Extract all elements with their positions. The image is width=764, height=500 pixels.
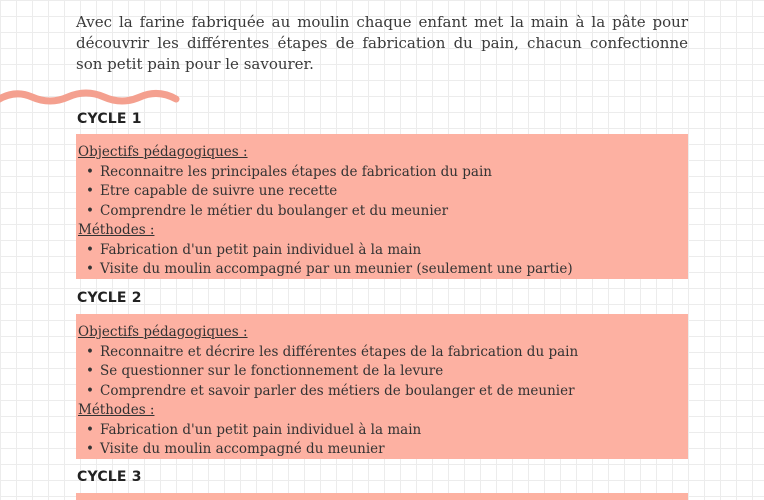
intro-paragraph: Avec la farine fabriquée au moulin chaque enfant met la main à la pâte pour découvrir les différentes étapes de fabrication du pain, chacun confectionne son petit pain pour le savourer. xyxy=(76,13,688,73)
objectives-label: Objectifs pédagogiques : xyxy=(78,144,248,160)
list-item: • Fabrication d'un petit pain individuel à la main xyxy=(86,241,688,261)
cycle-2-box xyxy=(76,314,688,459)
list-item: • Comprendre le métier du boulanger et du meunier xyxy=(86,202,688,222)
methods-list xyxy=(78,241,688,280)
list-item: • Visite du moulin accompagné par un meunier (seulement une partie) xyxy=(86,260,688,280)
objectives-list xyxy=(78,343,688,402)
list-item: • Etre capable de suivre une recette xyxy=(86,182,688,202)
objectives-label: Objectifs pédagogiques : xyxy=(78,324,248,340)
list-item: • Fabrication d'un petit pain individuel à la main xyxy=(86,421,688,441)
methods-label: Méthodes : xyxy=(78,222,155,238)
list-item: • Comprendre et savoir parler des métiers de boulanger et de meunier xyxy=(86,382,688,402)
list-item: • Reconnaitre et décrire les différentes étapes de la fabrication du pain xyxy=(86,343,688,363)
decorative-wave xyxy=(0,86,182,108)
cycle-3-title: CYCLE 3 xyxy=(77,469,142,485)
cycle-1-title: CYCLE 1 xyxy=(77,111,142,127)
list-item: • Reconnaitre les principales étapes de fabrication du pain xyxy=(86,163,688,183)
list-item: • Visite du moulin accompagné du meunier xyxy=(86,440,688,460)
cycle-1-box xyxy=(76,134,688,279)
cycle-2-title: CYCLE 2 xyxy=(77,290,142,306)
methods-label: Méthodes : xyxy=(78,402,155,418)
cycle-3-box xyxy=(76,493,688,500)
list-item: • Se questionner sur le fonctionnement de la levure xyxy=(86,362,688,382)
objectives-list xyxy=(78,163,688,222)
methods-list xyxy=(78,421,688,460)
